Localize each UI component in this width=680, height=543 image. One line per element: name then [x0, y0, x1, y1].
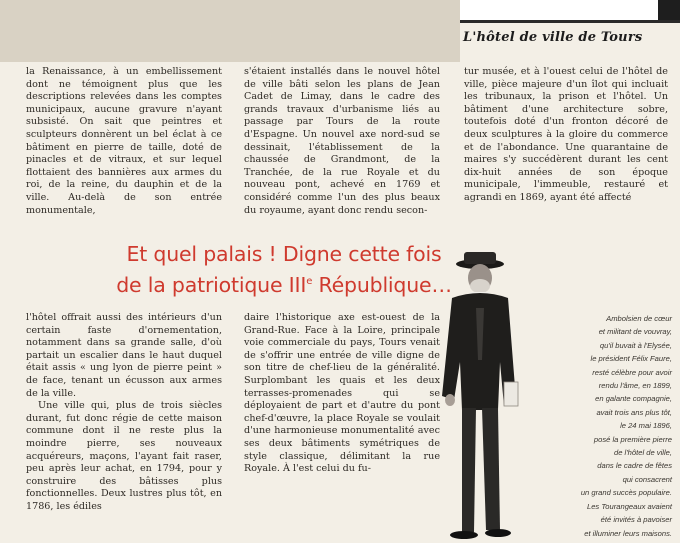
left-hand: [445, 394, 455, 406]
right-trouser-leg: [482, 408, 500, 530]
caption-line: rendu l'âme, en 1899,: [598, 381, 672, 391]
caption-line: et militant de vouvray,: [598, 327, 672, 337]
caption-line: en galante compagnie,: [595, 394, 672, 404]
left-trouser-leg: [462, 408, 476, 532]
caption-line: avait trois ans plus tôt,: [596, 407, 672, 417]
pull-quote-line-2-start: de la patriotique III: [116, 273, 307, 297]
column-4-paragraph-1: l'hôtel offrait aussi des intérieurs d'un certain faste d'ornementation, notamment dans sa grande salle, d'où partait un escalier dans le haut duquel était assis « ung lyon de pierre peint » de face, tenant un écusson aux armes de la ville.: [26, 312, 222, 399]
column-1-text: la Renaissance, à un embellissement dont ne témoignent plus que les descriptions relevées dans les comptes municipaux, aucune gravure n'ayant subsisté. On sait que peintres et sculpteurs donnèrent un bel éclat à ce bâtiment en pierre de taille, doté de pinacles et de vitraux, et sur lequel flottaient des bannières aux armes du roi, de la reine, du dauphin et de la ville. Au-delà de son entrée monumentale,: [26, 66, 222, 216]
caption-line: Ambolsien de cœur: [606, 314, 672, 323]
pull-quote-superscript: e: [306, 276, 313, 287]
column-2-text: s'étaient installés dans le nouvel hôtel de ville bâti selon les plans de Jean Cadet de Limay, dans le cadre des grands travaux d'urbanisme liés au passage par Tours de la route d'Espagne. Un nouvel axe nord-sud se dessinait, l'établissement de la chaussée de Grandmont, de la Tranchée, de la rue Royale et du nouveau pont, achevé en 1769 et considéré comme l'un des plus beaux du royaume, ayant donc rendu secon-: [244, 66, 440, 216]
column-5-text: daire l'historique axe est-ouest de la Grand-Rue. Face à la Loire, principale voie commerciale du pays, Tours venait de s'offrir une entrée de ville digne de son titre de chef-lieu de la généralité. Surplombant les quais et les deux terrasses-promenades qui se déployaient de part et d'autre du pont chef-d'œuvre, la place Royale se voulait d'une harmonieuse monumentalité avec ses deux bâtiments symétriques de style classique, délimitant la rue Royale. À l'est celui du fu-: [244, 312, 440, 475]
caption-line: qu'il buvait à l'Elysée,: [599, 340, 672, 350]
caption-line: et illuminer leurs maisons.: [584, 528, 672, 538]
caption-line: resté célèbre pour avoir: [592, 367, 672, 377]
pull-quote-line-2-end: République…: [312, 273, 452, 297]
pull-quote-line-1: Et quel palais ! Digne cette fois: [126, 242, 442, 266]
caption-line: dans le cadre de fêtes: [597, 461, 672, 471]
rolled-document: [504, 382, 518, 406]
faded-header-strip: [0, 0, 460, 62]
header-tab-block: [658, 0, 680, 20]
caption-line: un grand succès populaire.: [580, 488, 672, 498]
caption-line: le président Félix Faure,: [590, 354, 672, 364]
caption-line: de l'hôtel de ville,: [613, 448, 672, 458]
left-shoe: [450, 531, 478, 539]
section-header-bar: [460, 0, 680, 23]
section-title: L'hôtel de ville de Tours: [463, 30, 643, 45]
article-column-5: [244, 312, 440, 476]
article-column-4: [26, 312, 222, 514]
caption-line: posé la première pierre: [593, 434, 672, 444]
article-column-1: [26, 66, 222, 217]
caption-line: qui consacrent: [622, 474, 672, 484]
article-column-2: [244, 66, 440, 217]
hat-crown: [464, 252, 496, 264]
right-shoe: [485, 529, 511, 537]
article-column-3: [464, 66, 668, 205]
caption-line: été invités à pavoiser: [600, 515, 672, 525]
column-3-text: tur musée, et à l'ouest celui de l'hôtel de ville, pièce majeure d'un îlot qui incluait les tribunaux, la prison et l'hôtel. Un bâtiment d'une architecture sobre, toutefois doté d'un fronton décoré de deux sculptures à la gloire du commerce et de l'abondance. Une quarantaine de maires s'y succédèrent durant les cent dix-huit années de son époque municipale, l'immeuble, restauré et agrandi en 1869, ayant été affecté: [464, 66, 668, 203]
beard: [470, 279, 490, 293]
caption-line: le 24 mai 1896,: [620, 421, 672, 431]
column-4-paragraph-2: Une ville qui, plus de trois siècles durant, fut donc régie de cette maison commune dont il ne reste plus la moindre pierre, ses nouveaux acquéreurs, maçons, l'ayant fait raser, peu après leur achat, en 1794, pour y construire des bâtisses plus fonctionnelles. Deux lustres plus tôt, en 1786, les édiles: [26, 400, 222, 512]
portrait-photo: [418, 250, 528, 540]
photo-caption: [548, 312, 672, 540]
caption-line: Les Tourangeaux avaient: [586, 501, 672, 511]
